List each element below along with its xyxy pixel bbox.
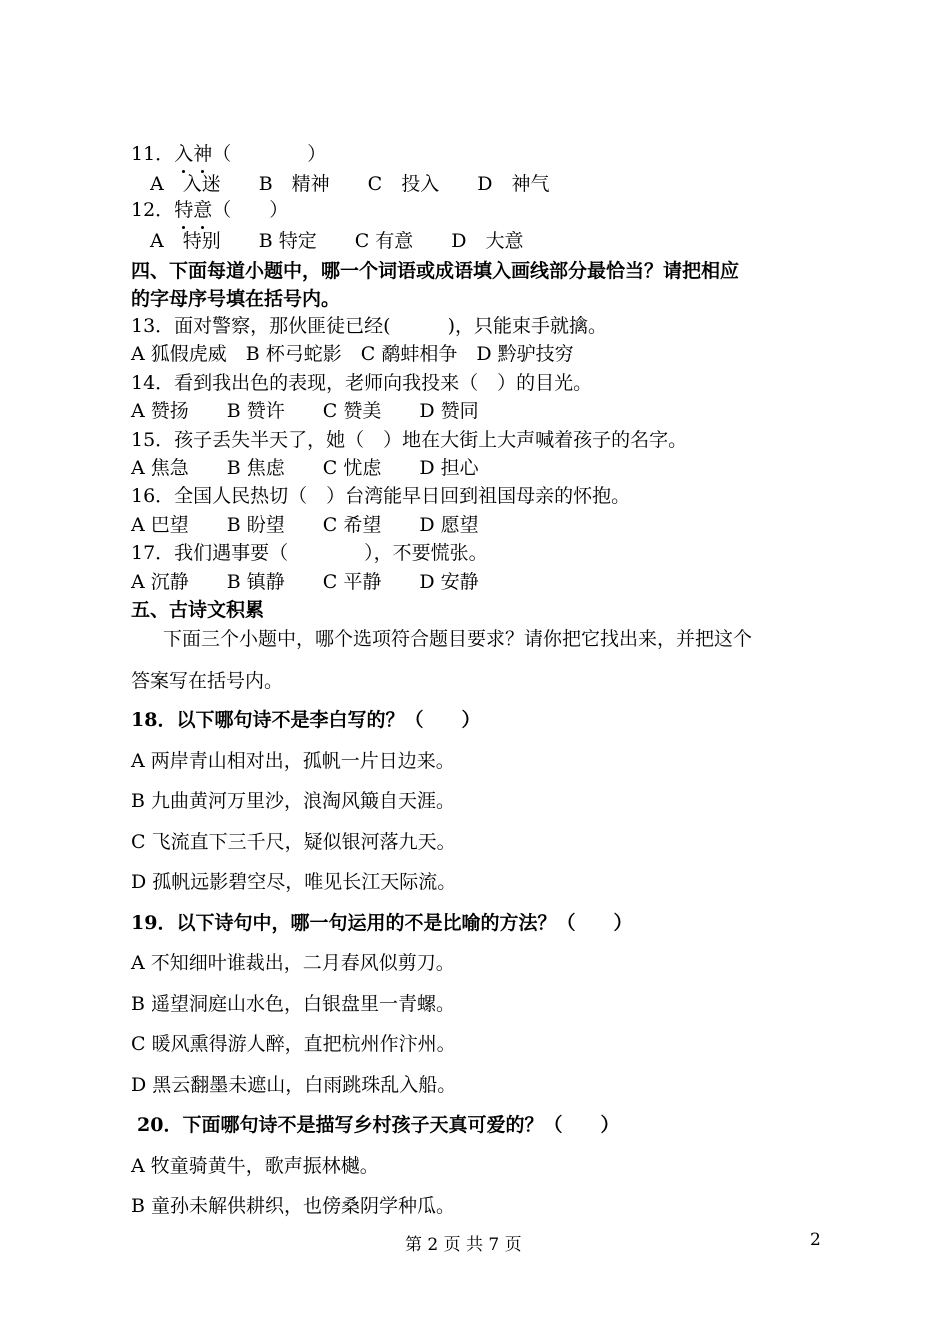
- q12-stem: [131, 197, 288, 223]
- q12-emph-char-1: 特: [174, 199, 194, 221]
- section5-intro-line2: 答案写在括号内。: [131, 670, 284, 692]
- q18-stem: 18．以下哪句诗不是李白写的？（ ）: [131, 709, 481, 731]
- q12-options: A 特别 B 特定 C 有意 D 大意: [150, 230, 524, 252]
- section4-heading-line1: 四、下面每道小题中，哪一个词语或成语填入画线部分最恰当？请把相应: [131, 260, 740, 282]
- q15-options: A 焦急 B 焦虑 C 忧虑 D 担心: [131, 457, 479, 479]
- q19-stem: 19．以下诗句中，哪一句运用的不是比喻的方法？（ ）: [131, 912, 633, 934]
- page-footer-text: 第 2 页 共 7 页: [405, 1235, 522, 1255]
- section5-heading: 五、古诗文积累: [131, 599, 265, 621]
- q19-option-a: A 不知细叶谁裁出，二月春风似剪刀。: [131, 952, 455, 974]
- q11-options: A 入迷 B 精神 C 投入 D 神气: [150, 173, 550, 195]
- q12-blank: （ ）: [212, 199, 289, 221]
- q15-stem: 15．孩子丢失半天了，她（ ）地在大街上大声喊着孩子的名字。: [131, 429, 688, 451]
- q14-stem: 14．看到我出色的表现，老师向我投来（ ）的目光。: [131, 372, 593, 394]
- q11-number: 11．: [131, 143, 175, 165]
- q16-stem: 16．全国人民热切（ ）台湾能早日回到祖国母亲的怀抱。: [131, 485, 631, 507]
- q13-stem: 13．面对警察，那伙匪徒已经( )，只能束手就擒。: [131, 315, 608, 337]
- q13-options: A 狐假虎威 B 杯弓蛇影 C 鹬蚌相争 D 黔驴技穷: [131, 343, 574, 365]
- q18-option-c: C 飞流直下三千尺，疑似银河落九天。: [131, 831, 456, 853]
- q19-option-c: C 暖风熏得游人醉，直把杭州作汴州。: [131, 1033, 456, 1055]
- page-number: 2: [810, 1230, 821, 1250]
- q16-options: A 巴望 B 盼望 C 希望 D 愿望: [131, 514, 479, 536]
- q11-stem: [131, 141, 326, 167]
- q19-option-d: D 黑云翻墨未遮山，白雨跳珠乱入船。: [131, 1074, 457, 1096]
- section4-heading-line2: 的字母序号填在括号内。: [131, 288, 341, 310]
- q20-stem: 20．下面哪句诗不是描写乡村孩子天真可爱的？（ ）: [137, 1114, 620, 1136]
- q19-option-b: B 遥望洞庭山水色，白银盘里一青螺。: [131, 993, 456, 1015]
- q11-emph-char-2: 神: [193, 143, 213, 165]
- q14-options: A 赞扬 B 赞许 C 赞美 D 赞同: [131, 400, 479, 422]
- q18-option-b: B 九曲黄河万里沙，浪淘风簸自天涯。: [131, 790, 456, 812]
- q12-number: 12．: [131, 199, 175, 221]
- q18-option-d: D 孤帆远影碧空尽，唯见长江天际流。: [131, 871, 457, 893]
- q11-emph-char-1: 入: [174, 143, 194, 165]
- q20-option-a: A 牧童骑黄牛，歌声振林樾。: [131, 1155, 379, 1177]
- q17-options: A 沉静 B 镇静 C 平静 D 安静: [131, 571, 479, 593]
- q17-stem: 17．我们遇事要（ ），不要慌张。: [131, 542, 488, 564]
- q11-blank: （ ）: [212, 143, 327, 165]
- q12-emph-char-2: 意: [193, 199, 213, 221]
- q20-option-b: B 童孙未解供耕织，也傍桑阴学种瓜。: [131, 1195, 456, 1217]
- section5-intro-line1: 下面三个小题中，哪个选项符合题目要求？请你把它找出来，并把这个: [163, 628, 753, 650]
- q18-option-a: A 两岸青山相对出，孤帆一片日边来。: [131, 750, 455, 772]
